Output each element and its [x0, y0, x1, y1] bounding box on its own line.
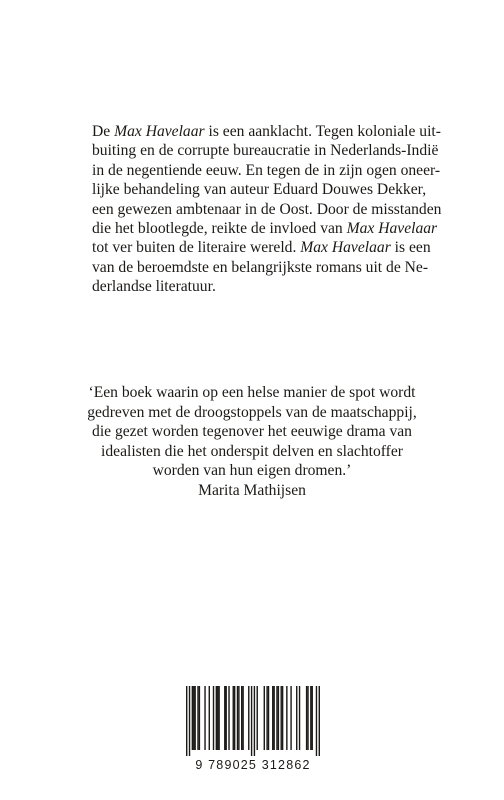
barcode-bar	[282, 686, 283, 750]
blurb-text: een gewezen ambtenaar in de Oost. Door de misstanden	[92, 200, 442, 218]
barcode-bar	[194, 686, 195, 750]
blurb-text: buiting en de corrupte bureaucratie in Nederlands-Indië	[92, 142, 439, 160]
barcode-bar	[217, 686, 218, 750]
blurb-text: die het blootlegde, reikte de invloed van	[92, 220, 347, 238]
blurb-line	[92, 200, 442, 219]
blurb-text: is een aanklacht. Tegen koloniale uit-	[204, 123, 441, 140]
barcode-bar	[224, 686, 225, 750]
barcode-bar	[233, 686, 234, 750]
blurb-text: De	[92, 123, 115, 140]
barcode-bar	[306, 686, 307, 750]
blurb-line	[92, 122, 441, 141]
barcode-bar	[193, 686, 194, 750]
barcode-bar	[186, 686, 187, 756]
barcode-bar	[307, 686, 308, 750]
blurb-line	[92, 180, 427, 199]
quote-line: die gezet worden tegenover het eeuwige drama van	[92, 423, 412, 441]
barcode-bar	[199, 686, 200, 750]
isbn-barcode	[178, 686, 328, 776]
barcode-bar	[204, 686, 205, 750]
barcode-bar	[266, 686, 267, 750]
barcode-bar	[290, 686, 291, 750]
book-blurb	[92, 122, 442, 297]
barcode-bar	[238, 686, 239, 750]
blurb-line	[92, 161, 441, 180]
blurb-text: van de beroemdste en belangrijkste romans uit de Ne-	[92, 258, 429, 276]
barcode-bar	[241, 686, 242, 750]
barcode-bar	[276, 686, 277, 750]
blurb-text: derlandse literatuur.	[92, 278, 216, 296]
blurb-text: lijke behandeling van auteur Eduard Douwes Dekker,	[92, 181, 427, 199]
blurb-text: is een	[390, 239, 431, 257]
barcode-bar	[242, 686, 243, 750]
blurb-line	[92, 141, 439, 160]
isbn-number: 9 789025 312862	[195, 758, 311, 772]
barcode-bar	[281, 686, 282, 750]
barcode-bar	[268, 686, 269, 750]
book-title: Max Havelaar	[300, 239, 391, 257]
barcode-bar	[192, 686, 193, 750]
barcode-bar	[251, 686, 252, 756]
quote-line: worden van hun eigen dromen.’	[152, 462, 352, 480]
barcode-bar	[216, 686, 217, 750]
barcode-bar	[218, 686, 219, 750]
barcode-bar	[316, 686, 317, 756]
barcode-bar	[278, 686, 279, 750]
barcode-bar	[237, 686, 238, 750]
barcode-bar	[299, 686, 300, 750]
barcode-bar	[264, 686, 265, 750]
quote-line: idealisten die het onderspit delven en slachtoffer	[101, 442, 403, 460]
barcode-bar	[273, 686, 274, 750]
book-title: Max Havelaar	[114, 123, 205, 140]
barcode-bar	[254, 686, 255, 756]
barcode-bar	[209, 686, 210, 750]
blurb-line	[92, 219, 438, 238]
barcode-bar	[213, 686, 214, 750]
quote-author: Marita Mathijsen	[198, 481, 306, 499]
blurb-line	[92, 238, 431, 257]
barcode-bar	[225, 686, 226, 750]
quote-line: gedreven met de droogstoppels van de maatschappij,	[87, 403, 417, 421]
barcode-bar	[312, 686, 313, 750]
barcode-bar	[319, 686, 320, 756]
blurb-text: in de negentiende eeuw. En tegen de in zijn ogen oneer-	[92, 161, 441, 179]
quote-line: ‘Een boek waarin op een helse manier de spot wordt	[88, 384, 416, 401]
barcode-bar	[257, 686, 258, 750]
barcode-bar	[248, 686, 249, 750]
barcode-bar	[296, 686, 297, 750]
barcode-bar	[234, 686, 235, 750]
quote-text	[60, 383, 444, 481]
blurb-line	[92, 277, 412, 296]
barcode-bar	[228, 686, 229, 750]
book-title: Max Havelaar	[346, 220, 438, 238]
barcode-bar	[286, 686, 287, 750]
barcode-bar	[197, 686, 198, 750]
review-quote	[60, 383, 444, 501]
blurb-line	[92, 258, 429, 277]
barcode-bar	[310, 686, 311, 750]
barcode-bar	[272, 686, 273, 750]
barcode-bars	[186, 686, 320, 756]
barcode-bar	[189, 686, 190, 756]
blurb-text: tot ver buiten de literaire wereld.	[92, 239, 301, 257]
